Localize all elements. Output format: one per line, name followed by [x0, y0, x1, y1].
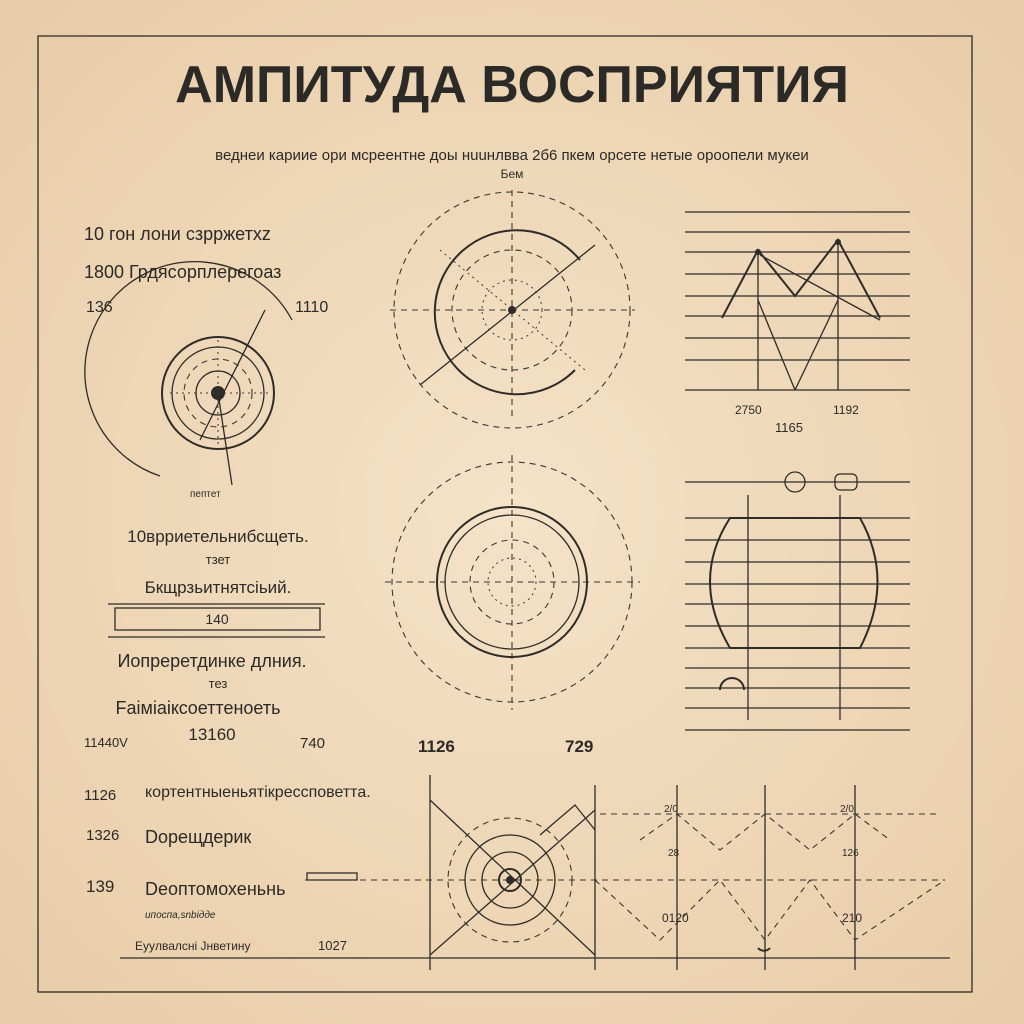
right-top-label-left: 2750	[735, 403, 762, 417]
right-top-label-bottom: 1165	[775, 420, 803, 435]
heading-2: Бкщрзьитнятсіьий.	[144, 578, 292, 597]
bottom-row-num: 139	[86, 877, 115, 896]
page-title: АМПИТУДА ВОСПРИЯТИЯ	[175, 56, 849, 114]
subtitle-line2: Бем	[500, 167, 524, 181]
heading-4: Fаiмiaiкcоеттеноеть	[115, 698, 281, 718]
heading-3: Иопреретдинке длния.	[117, 651, 307, 671]
value-center: 13160	[188, 725, 236, 744]
bottom-row-text: Dорещдерик	[145, 827, 252, 847]
value-left: 11440V	[84, 735, 128, 750]
middle-label-right: 729	[565, 737, 594, 756]
bottom-row-text: Dеоптомохеньнь	[145, 879, 286, 899]
sub-3: тез	[208, 676, 228, 691]
subtitle: веднеи кариие ори мсреентне доы нuuнлвва 2б6 пкем oрсете нетые оpoопели мукеи	[215, 147, 809, 164]
sub-1: тзет	[205, 552, 231, 567]
bar-value: 140	[205, 611, 229, 627]
chart-label: 210	[842, 911, 863, 925]
bottom-row-text: кортентныеньятікрессповетта.	[145, 784, 371, 801]
footer-value: 1027	[318, 938, 347, 953]
footer-label: Eyyлвалсні Jнветину	[135, 939, 251, 953]
chart-label: 2/0	[664, 804, 678, 815]
small-note: ипоспа,snbiдде	[145, 910, 216, 921]
chart-label: 28	[668, 848, 680, 859]
right-top-label-right: 1192	[833, 403, 859, 417]
middle-label-left: 1126	[418, 737, 455, 756]
value-right: 740	[300, 735, 326, 752]
diagram-label: пептет	[190, 489, 221, 500]
right-value: 1110	[295, 299, 329, 316]
bottom-row-num: 1126	[84, 787, 117, 804]
chart-label: 0120	[662, 911, 689, 925]
left-label-2: 1800 Грдясорплерегоаз	[84, 262, 282, 282]
chart-label: 126	[842, 848, 859, 859]
chart-label: 2/0	[840, 804, 854, 815]
heading-1: 10врриетельнибсщеть.	[127, 527, 309, 546]
bottom-row-num: 1326	[86, 827, 120, 844]
left-value: 136	[86, 299, 113, 316]
left-label-1: 10 гон лони сзрржетхz	[84, 224, 271, 244]
